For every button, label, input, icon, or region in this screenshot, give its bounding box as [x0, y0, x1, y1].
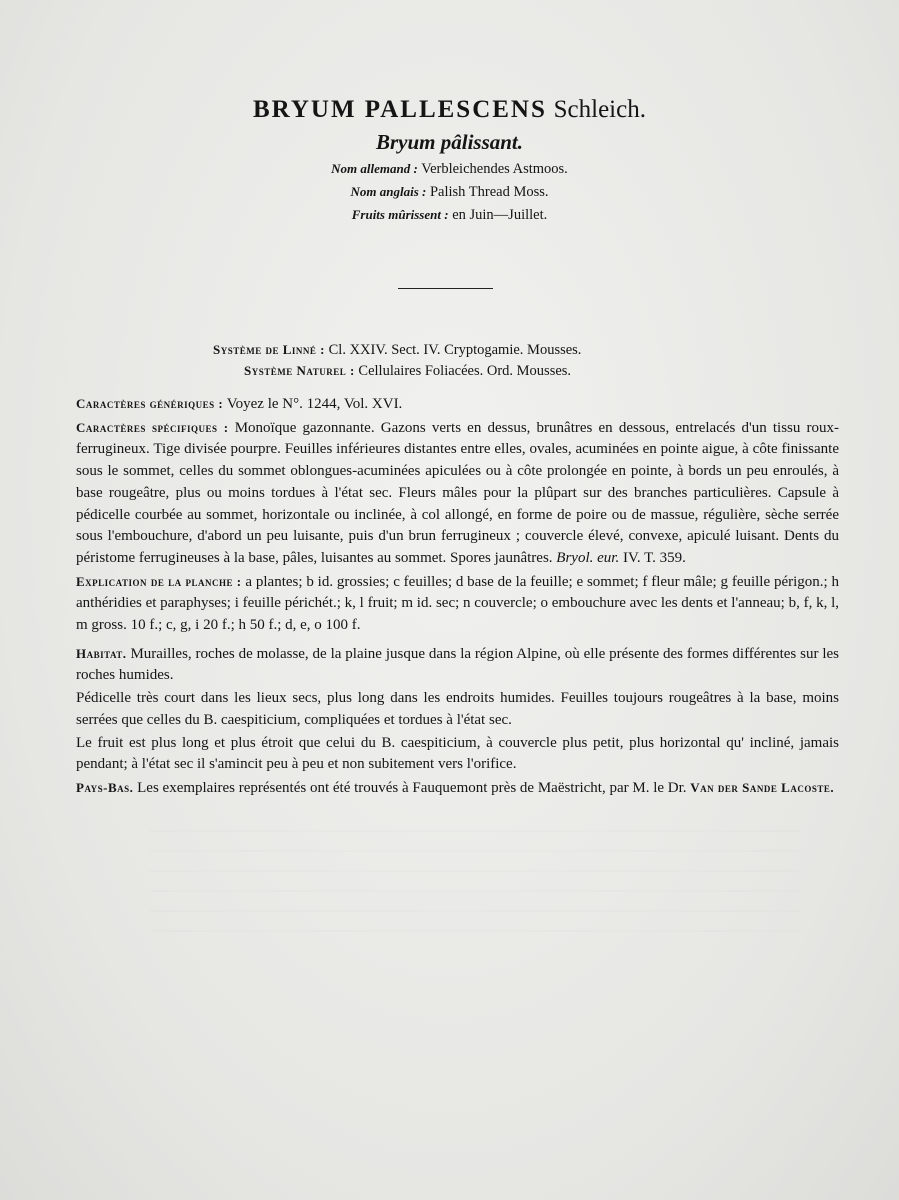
specific-characters-paragraph: [76, 417, 839, 570]
natural-system-value: Cellulaires Foliacées. Ord. Mousses.: [358, 363, 572, 379]
specific-characters-text: Monoïque gazonnante. Gazons verts en dessus, brunâtres en dessous, entrelacés d'un tissu roux-ferrugineux. Tige divisée pourpre. Feuilles inférieures distantes entre elles, ovales, acuminées en pointe aigue, à côte finissante sous le sommet, celles du sommet oblongues-acuminées apiculées ou à côte prolongée en pointe, à bords un peu enroulés, à base rougeâtre, plus ou moins tordues à l'état sec. Fleurs mâles pour la plûpart sur des branches particulières. Capsule à pédicelle courbée au sommet, horizontale ou inclinée, à col allongé, en forme de poire ou de massue, régulière, sèche serrée sous l'embouchure, d'abord un peu luisante, puis d'un brun ferrugineux ; couvercle élevé, convexe, apiculé luisant. Dents du péristome ferrugineuses à la base, pâles, luisantes au sommet. Spores jaunâtres.: [76, 419, 840, 566]
title-latin-name: BRYUM PALLESCENS: [253, 96, 547, 123]
fruit-season-value: en Juin—Juillet.: [452, 207, 548, 223]
linne-system-line: [213, 342, 581, 359]
german-name-label: Nom allemand :: [331, 161, 418, 176]
linne-system-label: Système de Linné :: [213, 342, 325, 357]
fruit-season-label: Fruits mûrissent :: [351, 207, 449, 222]
natural-system-line: [244, 363, 571, 380]
specific-reference: IV. T. 359.: [622, 549, 686, 566]
title-author: Schleich.: [553, 96, 646, 123]
description-body: [76, 393, 839, 801]
netherlands-paragraph: [76, 777, 839, 800]
english-name-value: Palish Thread Moss.: [429, 184, 549, 200]
show-through-text-shadow: [150, 830, 800, 950]
netherlands-text: Les exemplaires représentés ont été trouvés à Fauquemont près de Maëstricht, par M. le Dr.: [137, 779, 687, 796]
plate-explanation-label: Explication de la planche :: [76, 573, 242, 589]
netherlands-label: Pays-Bas.: [76, 779, 134, 795]
divider-rule: [398, 288, 493, 289]
habitat-label: Habitat.: [76, 645, 127, 661]
fruit-season-line: [0, 207, 899, 224]
header: [0, 96, 899, 224]
german-name-value: Verbleichendes Astmoos.: [421, 161, 568, 177]
generic-characters-paragraph: [76, 393, 839, 416]
generic-characters-label: Caractères génériques :: [76, 396, 224, 411]
subtitle-french-name: Bryum pâlissant.: [375, 130, 524, 154]
english-name-line: [0, 184, 899, 201]
habitat-text: Murailles, roches de molasse, de la plaine jusque dans la région Alpine, où elle présente des formes différentes sur les roches humides.: [76, 645, 840, 684]
plate-explanation-text: a plantes; b id. grossies; c feuilles; d base de la feuille; e sommet; f fleur mâle; g feuille périgon.; h anthéridies et paraphyses; i feuille périchét.; k, l fruit; m id. sec; n couvercle; o embouchure avec les dents et l'anneau; b, f, k, l, m gross. 10 f.; c, g, i 20 f.; h 50 f.; d, e, o 100 f.: [76, 573, 839, 634]
plate-explanation-paragraph: [76, 571, 839, 637]
specific-reference-italic: Bryol. eur.: [556, 549, 620, 566]
page-title: [0, 96, 899, 124]
generic-characters-text: Voyez le N°. 1244, Vol. XVI.: [226, 396, 403, 412]
pedicel-paragraph: Pédicelle très court dans les lieux secs, plus long dans les endroits humides. Feuilles toujours rougeâtres à la base, moins serrées que celles du B. caespiticium, compliquées et tordues à l'état sec.: [76, 690, 839, 728]
linne-system-value: Cl. XXIV. Sect. IV. Cryptogamie. Mousses.: [328, 342, 582, 358]
fruit-paragraph: Le fruit est plus long et plus étroit que celui du B. caespiticium, à couvercle plus petit, plus horizontal qu' incliné, jamais pendant; à l'état sec il s'amincit peu à peu et non subitement vers l'orifice.: [76, 734, 839, 773]
specific-characters-label: Caractères spécifiques :: [76, 419, 229, 435]
english-name-label: Nom anglais :: [350, 184, 427, 199]
natural-system-label: Système Naturel :: [244, 363, 355, 378]
collector-name: Van der Sande Lacoste.: [690, 779, 835, 795]
habitat-paragraph: [76, 643, 839, 687]
german-name-line: [0, 161, 899, 178]
